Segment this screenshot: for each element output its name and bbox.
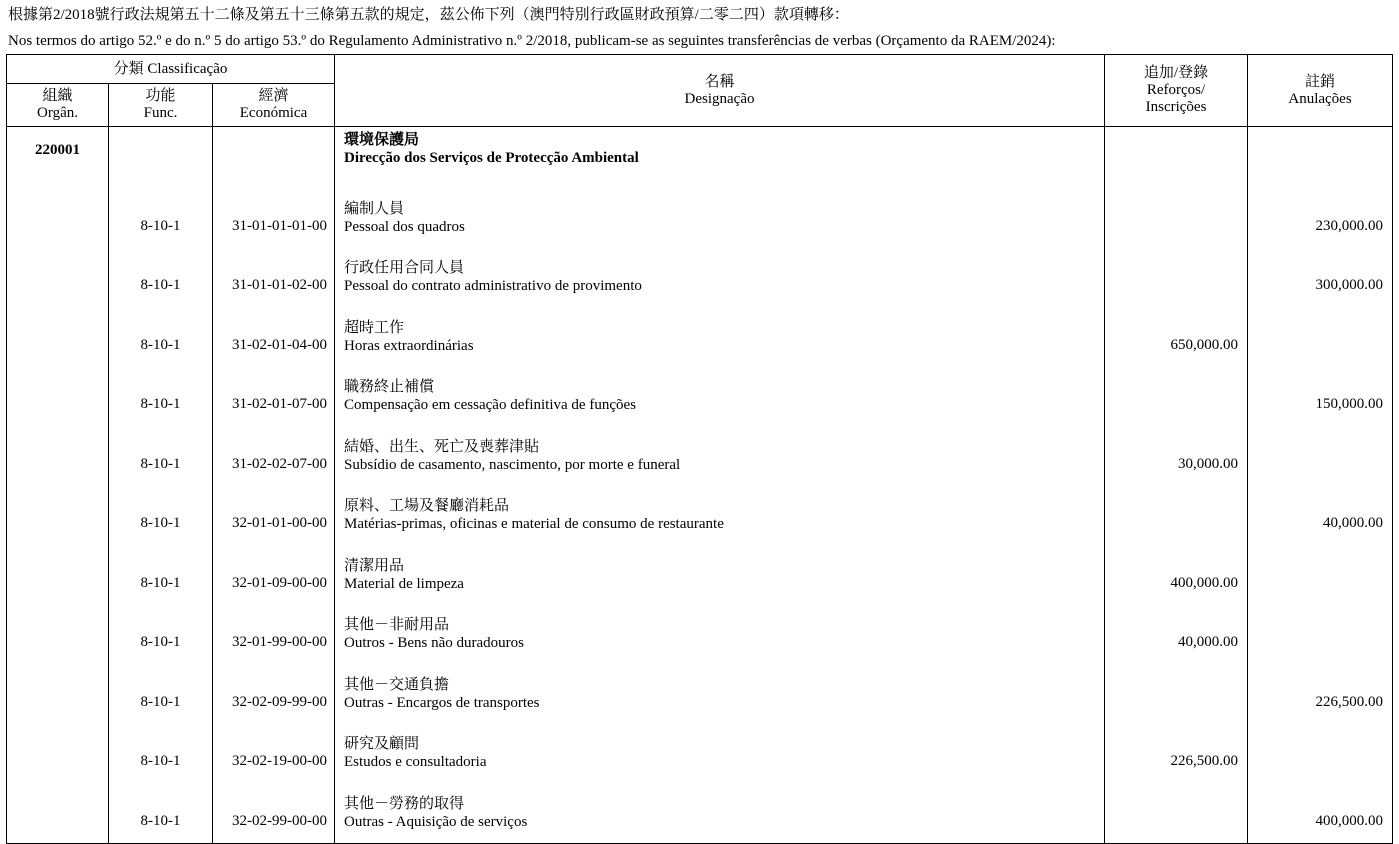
table-row	[7, 307, 1393, 367]
designation-pt: Outras - Encargos de transportes	[344, 694, 540, 711]
department-name-zh: 環境保護局	[344, 132, 420, 148]
org-cell	[7, 783, 109, 843]
reinforcement-amount	[1105, 188, 1248, 248]
org-cell	[7, 248, 109, 308]
designation-pt: Matérias-primas, oficinas e material de consumo de restaurante	[344, 516, 724, 533]
func-code: 8-10-1	[109, 664, 213, 724]
org-cell	[7, 724, 109, 784]
header-reinforcements	[1105, 55, 1248, 127]
func-code: 8-10-1	[109, 307, 213, 367]
designation-pt: Compensação em cessação definitiva de funções	[344, 397, 636, 414]
designation-pt: Estudos e consultadoria	[344, 754, 487, 771]
table-row	[7, 783, 1393, 843]
table-row	[7, 605, 1393, 665]
department-reinf-cell	[1105, 127, 1248, 189]
designation-pt: Pessoal dos quadros	[344, 218, 465, 235]
reinforcement-amount	[1105, 367, 1248, 427]
economic-code: 32-01-09-00-00	[213, 545, 335, 605]
table-row	[7, 248, 1393, 308]
department-name	[335, 127, 1105, 189]
annulment-amount: 230,000.00	[1248, 188, 1393, 248]
economic-code: 31-02-02-07-00	[213, 426, 335, 486]
designation	[335, 188, 1105, 248]
designation-zh: 超時工作	[344, 319, 405, 336]
annulment-amount	[1248, 545, 1393, 605]
header-classification: 分類 Classificação	[7, 55, 335, 84]
header-functional-pt: Func.	[143, 105, 178, 121]
header-reinforcements-pt2: Inscrições	[1145, 99, 1207, 115]
designation-zh: 其他－非耐用品	[344, 617, 450, 634]
designation-zh: 其他－交通負擔	[344, 676, 450, 693]
annulment-amount	[1248, 307, 1393, 367]
reinforcement-amount: 400,000.00	[1105, 545, 1248, 605]
func-code: 8-10-1	[109, 188, 213, 248]
department-code: 220001	[7, 127, 109, 189]
org-cell	[7, 664, 109, 724]
designation-pt: Outras - Aquisição de serviços	[344, 813, 528, 830]
org-cell	[7, 426, 109, 486]
designation-zh: 結婚、出生、死亡及喪葬津貼	[344, 438, 540, 455]
designation	[335, 307, 1105, 367]
economic-code: 31-02-01-07-00	[213, 367, 335, 427]
header-designation	[335, 55, 1105, 127]
reinforcement-amount	[1105, 248, 1248, 308]
annulment-amount: 150,000.00	[1248, 367, 1393, 427]
designation	[335, 724, 1105, 784]
reinforcement-amount	[1105, 783, 1248, 843]
designation	[335, 545, 1105, 605]
designation-pt: Subsídio de casamento, nascimento, por morte e funeral	[344, 456, 681, 473]
intro-portuguese: Nos termos do artigo 52.º e do n.º 5 do artigo 53.º do Regulamento Administrativo n.º 2/2018, publicam-se as seguintes transferências de verbas (Orçamento da RAEM/2024):	[8, 33, 1056, 49]
designation-zh: 清潔用品	[344, 557, 405, 574]
designation-zh: 編制人員	[344, 200, 405, 217]
annulment-amount	[1248, 724, 1393, 784]
header-organic-zh: 組織	[42, 88, 73, 104]
table-row	[7, 188, 1393, 248]
reinforcement-amount: 650,000.00	[1105, 307, 1248, 367]
designation	[335, 486, 1105, 546]
header-reinforcements-zh: 追加/登錄	[1143, 65, 1209, 81]
designation	[335, 664, 1105, 724]
department-eco-cell	[213, 127, 335, 189]
department-func-cell	[109, 127, 213, 189]
table-row	[7, 664, 1393, 724]
reinforcement-amount	[1105, 664, 1248, 724]
table-row	[7, 426, 1393, 486]
designation-zh: 研究及顧問	[344, 736, 420, 753]
header-annulments	[1248, 55, 1393, 127]
annulment-amount	[1248, 605, 1393, 665]
economic-code: 31-01-01-01-00	[213, 188, 335, 248]
annulment-amount	[1248, 426, 1393, 486]
department-annul-cell	[1248, 127, 1393, 189]
designation	[335, 605, 1105, 665]
department-name-pt: Direcção dos Serviços de Protecção Ambiental	[344, 150, 639, 166]
designation-pt: Outros - Bens não duradouros	[344, 635, 524, 652]
header-organic-pt: Orgân.	[37, 105, 78, 121]
designation	[335, 248, 1105, 308]
func-code: 8-10-1	[109, 605, 213, 665]
designation-zh: 行政任用合同人員	[344, 260, 465, 277]
designation-zh: 其他－勞務的取得	[344, 795, 465, 812]
designation-pt: Material de limpeza	[344, 575, 464, 592]
header-reinforcements-pt1: Reforços/	[1146, 82, 1206, 98]
economic-code: 32-02-99-00-00	[213, 783, 335, 843]
designation-zh: 原料、工場及餐廳消耗品	[344, 498, 510, 515]
designation-zh: 職務終止補償	[344, 379, 435, 396]
economic-code: 32-01-01-00-00	[213, 486, 335, 546]
org-cell	[7, 367, 109, 427]
header-economic-pt: Económica	[239, 105, 308, 121]
economic-code: 31-01-01-02-00	[213, 248, 335, 308]
header-designation-pt: Designação	[684, 90, 755, 107]
designation-pt: Pessoal do contrato administrativo de provimento	[344, 278, 642, 295]
table-row	[7, 545, 1393, 605]
org-cell	[7, 188, 109, 248]
economic-code: 31-02-01-04-00	[213, 307, 335, 367]
org-cell	[7, 307, 109, 367]
economic-code: 32-02-19-00-00	[213, 724, 335, 784]
economic-code: 32-02-09-99-00	[213, 664, 335, 724]
org-cell	[7, 605, 109, 665]
header-functional	[109, 84, 213, 127]
annulment-amount: 400,000.00	[1248, 783, 1393, 843]
reinforcement-amount: 40,000.00	[1105, 605, 1248, 665]
annulment-amount: 300,000.00	[1248, 248, 1393, 308]
header-organic	[7, 84, 109, 127]
designation	[335, 367, 1105, 427]
reinforcement-amount: 30,000.00	[1105, 426, 1248, 486]
header-economic	[213, 84, 335, 127]
table-row	[7, 367, 1393, 427]
header-annulments-pt: Anulações	[1288, 90, 1352, 107]
org-cell	[7, 545, 109, 605]
reinforcement-amount: 226,500.00	[1105, 724, 1248, 784]
header-annulments-zh: 註銷	[1305, 73, 1336, 90]
func-code: 8-10-1	[109, 426, 213, 486]
table-row	[7, 486, 1393, 546]
func-code: 8-10-1	[109, 486, 213, 546]
org-cell	[7, 486, 109, 546]
func-code: 8-10-1	[109, 783, 213, 843]
intro-chinese: 根據第2/2018號行政法規第五十二條及第五十三條第五款的規定，茲公佈下列（澳門特別行政區財政預算/二零二四）款項轉移：	[8, 7, 849, 23]
func-code: 8-10-1	[109, 724, 213, 784]
economic-code: 32-01-99-00-00	[213, 605, 335, 665]
reinforcement-amount	[1105, 486, 1248, 546]
table-row	[7, 724, 1393, 784]
header-economic-zh: 經濟	[258, 88, 289, 104]
annulment-amount: 226,500.00	[1248, 664, 1393, 724]
header-designation-zh: 名稱	[704, 73, 735, 90]
designation	[335, 783, 1105, 843]
annulment-amount: 40,000.00	[1248, 486, 1393, 546]
designation-pt: Horas extraordinárias	[344, 337, 474, 354]
designation	[335, 426, 1105, 486]
func-code: 8-10-1	[109, 545, 213, 605]
transfer-table	[6, 54, 1393, 844]
func-code: 8-10-1	[109, 367, 213, 427]
header-functional-zh: 功能	[145, 88, 176, 104]
department-row	[7, 127, 1393, 189]
func-code: 8-10-1	[109, 248, 213, 308]
